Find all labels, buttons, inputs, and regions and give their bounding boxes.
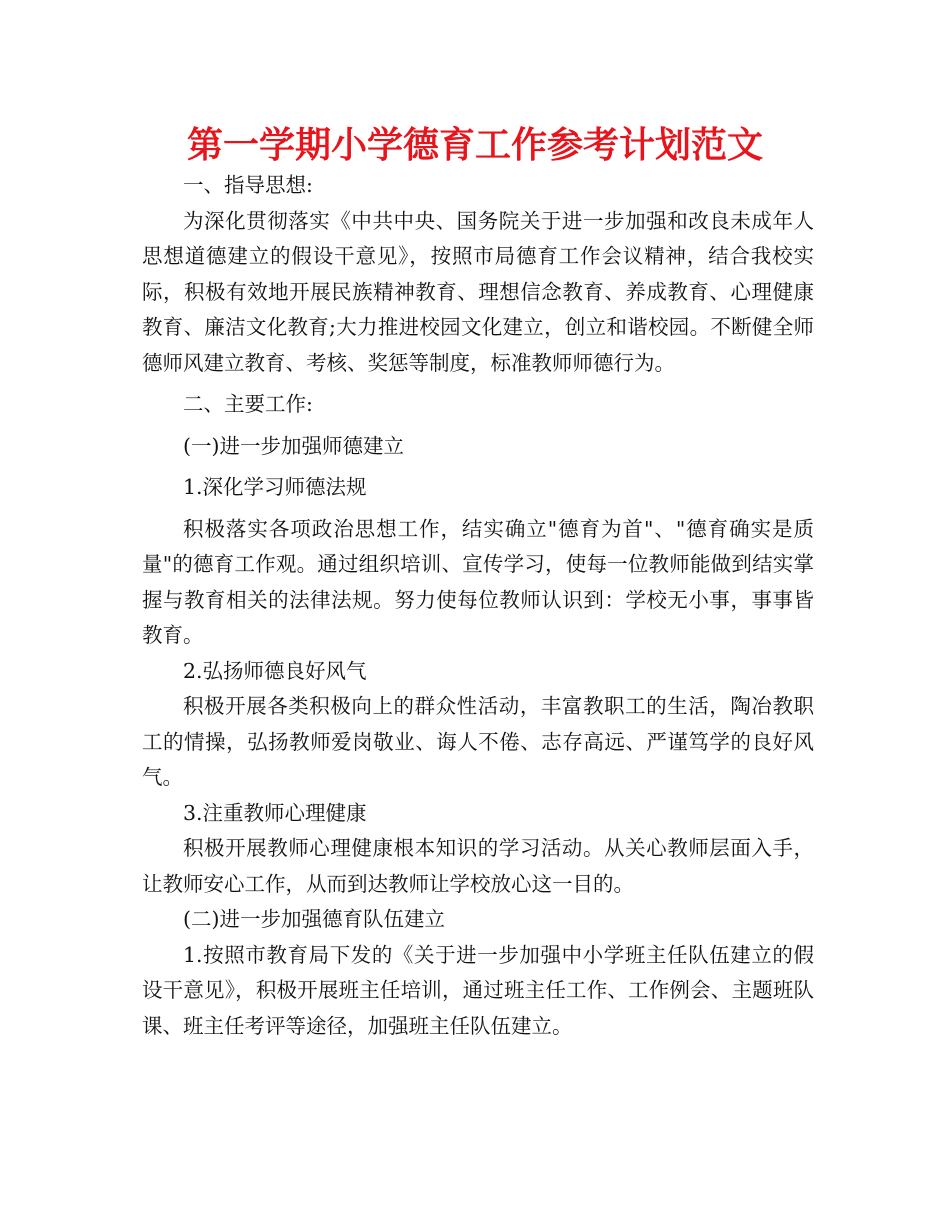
- paragraph-guiding-ideology: 为深化贯彻落实《中共中央、国务院关于进一步加强和改良未成年人思想道德建立的假设干意见》，按照市局德育工作会议精神，结合我校实际，积极有效地开展民族精神教育、理想信念教育、养成教育、心理健康教育、廉洁文化教育;大力推进校园文化建立，创立和谐校园。不断健全师德师风建立教育、考核、奖惩等制度，标准教师师德行为。: [142, 208, 814, 375]
- subheading-moral-team: (二)进一步加强德育队伍建立: [183, 907, 445, 931]
- section-heading-main-work: 二、主要工作:: [183, 392, 313, 416]
- item-heading-1: 1.深化学习师德法规: [183, 475, 367, 499]
- paragraph-moral-team-1: 1.按照市教育局下发的《关于进一步加强中小学班主任队伍建立的假设干意见》，积极开展班主任培训，通过班主任工作、工作例会、主题班队课、班主任考评等途径，加强班主任队伍建立。: [142, 942, 814, 1038]
- paragraph-item-2: 积极开展各类积极向上的群众性活动，丰富教职工的生活，陶冶教职工的情操，弘扬教师爱岗敬业、诲人不倦、志存高远、严谨笃学的良好风气。: [142, 694, 814, 789]
- paragraph-item-1: 积极落实各项政治思想工作，结实确立"德育为首"、"德育确实是质量"的德育工作观。通过组织培训、宣传学习，使每一位教师能做到结实掌握与教育相关的法律法规。努力使每位教师认识到：学校无小事，事事皆教育。: [142, 516, 814, 647]
- item-heading-3: 3.注重教师心理健康: [183, 800, 367, 825]
- section-heading-guiding-ideology: 一、指导思想:: [183, 173, 313, 197]
- item-heading-2: 2.弘扬师德良好风气: [183, 658, 367, 683]
- paragraph-item-3: 积极开展教师心理健康根本知识的学习活动。从关心教师层面入手，让教师安心工作，从而到达教师让学校放心这一目的。: [142, 836, 814, 896]
- subheading-teacher-ethics: (一)进一步加强师德建立: [183, 433, 404, 458]
- document-title: 第一学期小学德育工作参考计划范文: [186, 125, 763, 166]
- document-body: [142, 168, 814, 1044]
